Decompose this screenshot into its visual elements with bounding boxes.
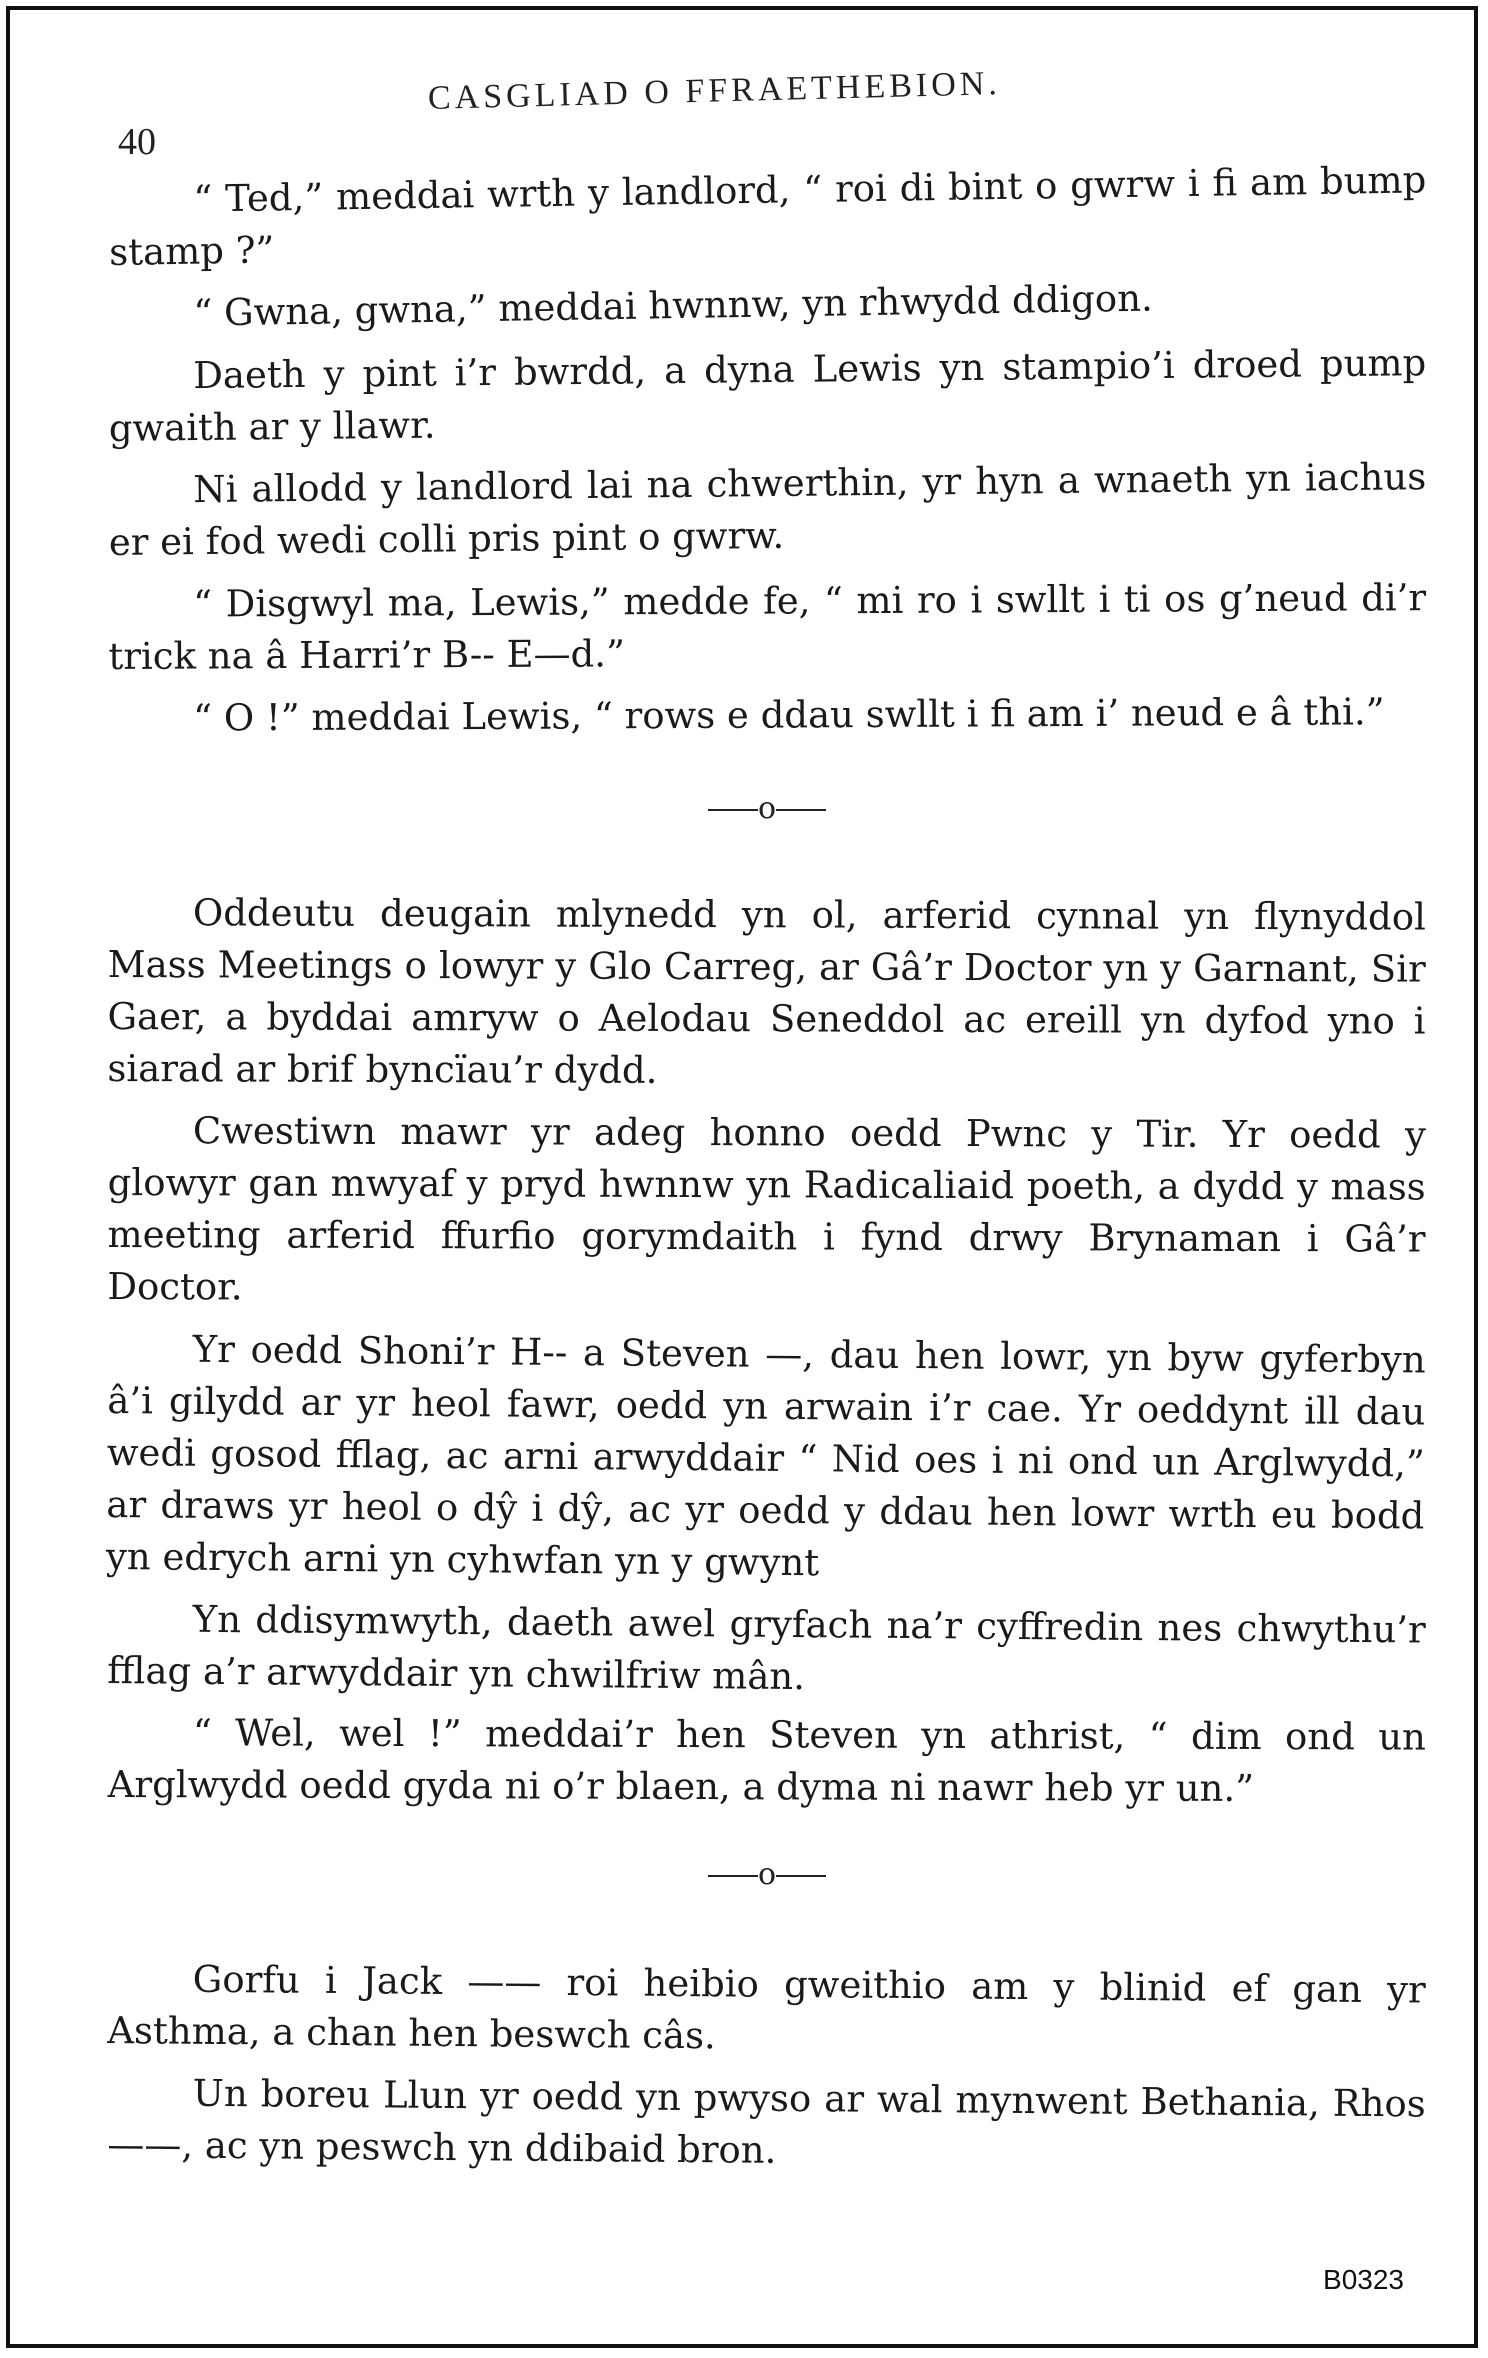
page-body [105,158,1427,2181]
paragraph: Gorfu i Jack —— roi heibio gweithio am y blinid ef gan yr Asthma, a chan hen beswch câs. [107,1957,1426,2058]
paragraph: Yn ddisymwyth, daeth awel gryfach na’r cyffredin nes chwythu’r fflag a’r arwyddair yn chwilfriw mân. [107,1597,1426,1699]
book-page [105,50,1427,2230]
paragraph: Ni allodd y landlord lai na chwerthin, yr hyn a wnaeth yn iachus er ei fod wedi colli pris pint o gwrw. [108,455,1427,564]
separator-rule [776,809,826,811]
paragraph: “ Wel, wel !” meddai’r hen Steven yn athrist, “ dim ond un Arglwydd oedd gyda ni o’r blaen, a dyma ni nawr heb yr un.” [107,1711,1426,1811]
paragraph: “ Disgwyl ma, Lewis,” medde fe, “ mi ro i swllt i ti os g’neud di’r trick na â Harri’r B-- E—d.” [108,576,1427,678]
section-separator [108,1849,1426,1901]
paragraph: Oddeutu deugain mlynedd yn ol, arferid cynnal yn flynyddol Mass Meetings o lowyr y Glo Carreg, ar Gâ’r Doctor yn y Garnant, Sir Gaer, a byddai amryw o Aelodau Seneddol ac ereill yn dyfod yno i siarad ar brif byncïau’r dydd. [107,891,1426,1092]
page-frame [6,6,1478,2348]
running-title: CASGLIAD O FFRAETHEBION. [427,65,1002,117]
page-number: 40 [118,121,156,163]
paragraph: Un boreu Llun yr oedd yn pwyso ar wal mynwent Bethania, Rhos ——, ac yn peswch yn ddibaid bron. [107,2071,1426,2172]
separator-rule [708,1875,758,1877]
archive-code: B0323 [1323,2264,1404,2295]
separator-rule [776,1875,826,1877]
paragraph: “ Gwna, gwna,” meddai hwnnw, yn rhwydd ddigon. [193,276,1154,335]
paragraph: Cwestiwn mawr yr adeg honno oedd Pwnc y Tir. Yr oedd y glowyr gan mwyaf y pryd hwnnw yn Radicaliaid poeth, a dydd y mass meeting arferid ffurfio gorymdaith i fynd drwy Brynaman i Gâ’r Doctor. [107,1109,1426,1309]
paragraph: “ O !” meddai Lewis, “ rows e ddau swllt i fi am i’ neud e â thi.” [193,690,1385,740]
paragraph: Daeth y pint i’r bwrdd, a dyna Lewis yn stampio’i droed pump gwaith ar y llawr. [108,341,1427,450]
separator-mark: o [757,791,777,826]
paragraph: “ Ted,” meddai wrth y landlord, “ roi di bint o gwrw i fi am bump stamp ?” [108,158,1427,274]
section-separator [108,783,1426,835]
separator-mark: o [757,1857,777,1892]
paragraph: Yr oedd Shoni’r H-- a Steven —, dau hen lowr, yn byw gyferbyn â’i gilydd ar yr heol fawr, oedd yn arwain i’r cae. Yr oeddynt ill dau wedi gosod fflag, ac arni arwyddair “ Nid oes i ni ond un Arglwydd,” ar draws yr heol o dŷ i dŷ, ac yr oedd y ddau hen lowr wrth eu bodd yn edrych arni yn cyhwfan yn y gwynt [105,1327,1426,1585]
separator-rule [708,809,758,811]
